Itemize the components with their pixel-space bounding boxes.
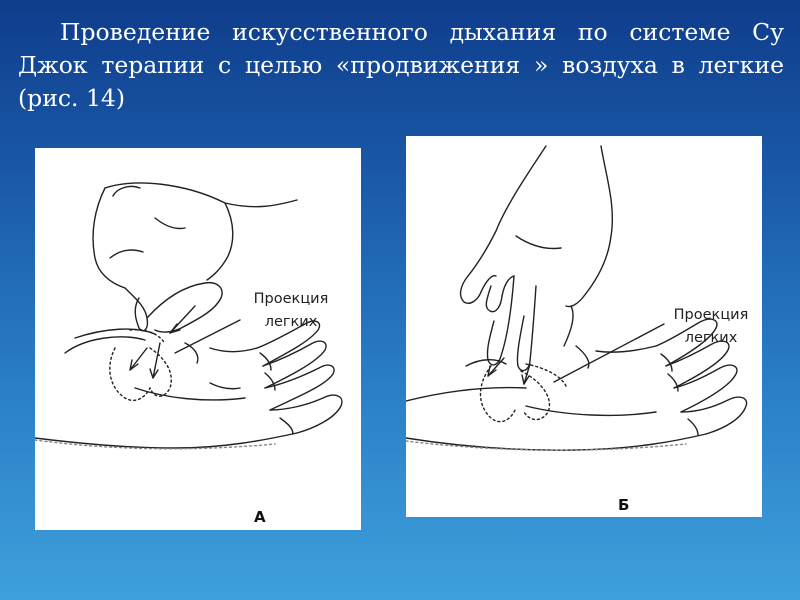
callout-line2: легких: [264, 314, 318, 330]
figure-letter-b: Б: [618, 496, 630, 514]
slide-title: Проведениe искусственного дыхания по системе Су Джок терапии с целью «продвижения » воздуха в легкие (рис. 14): [18, 18, 784, 112]
hand-illustration-a: [35, 148, 361, 530]
figure-b: [406, 136, 762, 517]
callout-lung-projection-b: [668, 304, 754, 350]
callout-line1: Проекция: [253, 291, 329, 307]
callout-line2: легких: [684, 330, 738, 346]
figure-letter-a: А: [254, 508, 266, 526]
callout-line1: Проекция: [673, 307, 749, 323]
figure-a: [35, 148, 361, 530]
callout-lung-projection-a: [251, 288, 331, 334]
